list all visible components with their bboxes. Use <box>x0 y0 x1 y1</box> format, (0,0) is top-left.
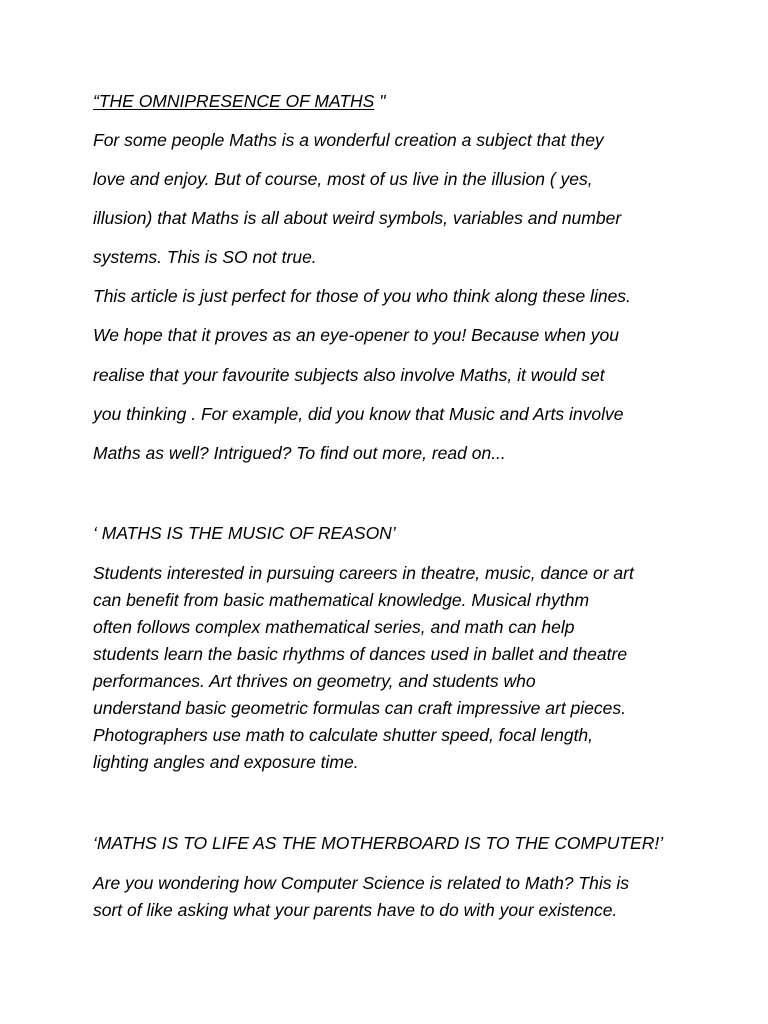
intro-line: We hope that it proves as an eye-opener to you! Because when you <box>93 325 619 345</box>
section-heading-motherboard: ‘MATHS IS TO LIFE AS THE MOTHERBOARD IS TO THE COMPUTER!’ <box>93 833 664 853</box>
title-suffix: " <box>374 91 386 111</box>
section-heading-music: ‘ MATHS IS THE MUSIC OF REASON’ <box>93 523 396 543</box>
intro-line: Maths as well? Intrigued? To find out more, read on... <box>93 443 506 463</box>
section-line: lighting angles and exposure time. <box>93 752 359 772</box>
section-line: Are you wondering how Computer Science is related to Math? This is <box>93 873 629 893</box>
section-line: students learn the basic rhythms of dances used in ballet and theatre <box>93 644 628 664</box>
intro-line: realise that your favourite subjects also involve Maths, it would set <box>93 365 605 385</box>
intro-line: you thinking . For example, did you know that Music and Arts involve <box>93 404 624 424</box>
intro-line: systems. This is SO not true. <box>93 247 317 267</box>
intro-line: love and enjoy. But of course, most of us live in the illusion ( yes, <box>93 169 593 189</box>
section-line: Photographers use math to calculate shutter speed, focal length, <box>93 725 594 745</box>
document-title <box>93 90 385 112</box>
section-line: often follows complex mathematical series, and math can help <box>93 617 575 637</box>
section-line: can benefit from basic mathematical knowledge. Musical rhythm <box>93 590 590 610</box>
intro-line: illusion) that Maths is all about weird symbols, variables and number <box>93 208 622 228</box>
intro-line: This article is just perfect for those of you who think along these lines. <box>93 286 631 306</box>
intro-line: For some people Maths is a wonderful creation a subject that they <box>93 130 604 150</box>
section-line: performances. Art thrives on geometry, and students who <box>93 671 536 691</box>
section-line: understand basic geometric formulas can craft impressive art pieces. <box>93 698 627 718</box>
section-line: Students interested in pursuing careers in theatre, music, dance or art <box>93 563 634 583</box>
title-text: “THE OMNIPRESENCE OF MATHS <box>93 91 375 111</box>
section-line: sort of like asking what your parents have to do with your existence. <box>93 900 618 920</box>
